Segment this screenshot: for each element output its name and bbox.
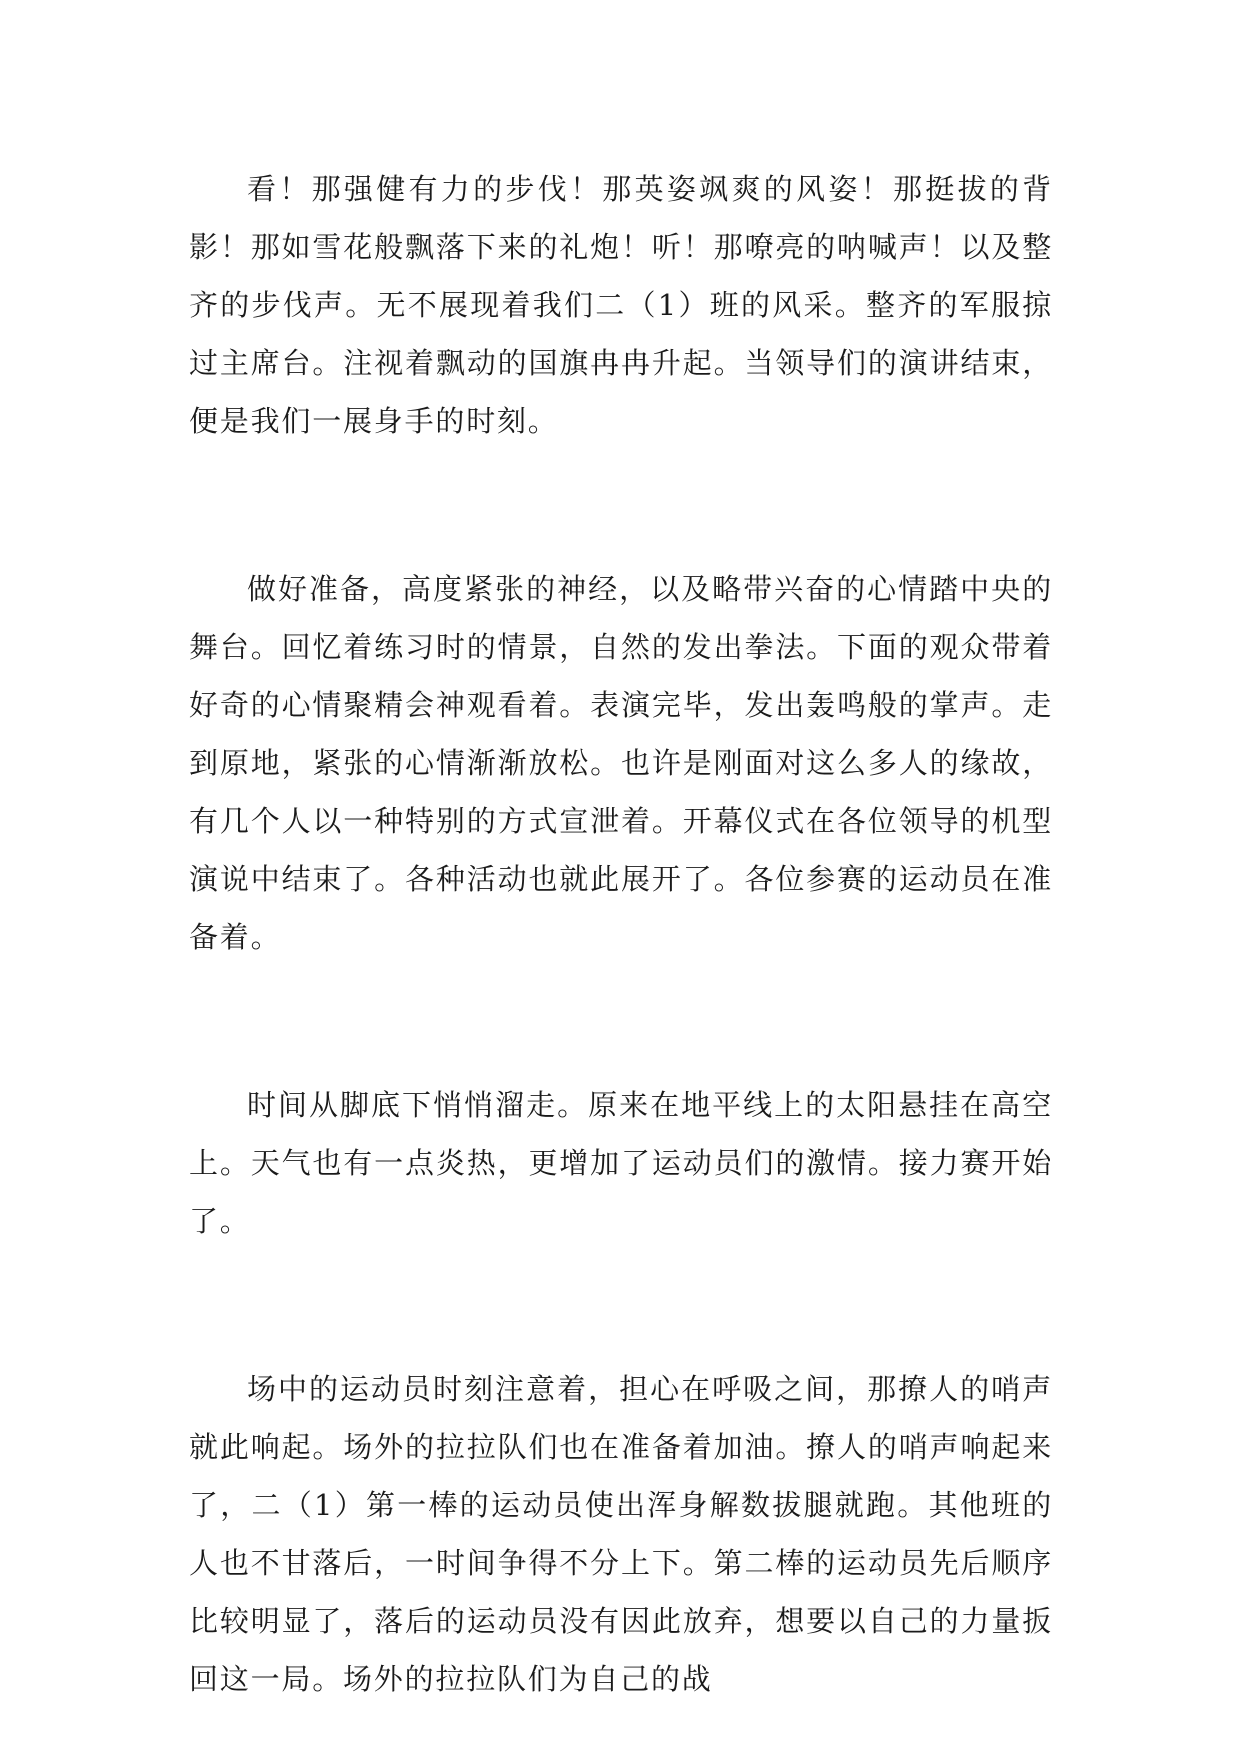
paragraph-spacer — [189, 966, 1053, 1076]
paragraph-spacer — [189, 450, 1053, 560]
paragraph-4: 场中的运动员时刻注意着，担心在呼吸之间，那撩人的哨声就此响起。场外的拉拉队们也在准备着加油。撩人的哨声响起来了，二（1）第一棒的运动员使出浑身解数拔腿就跑。其他班的人也不甘落后，一时间争得不分上下。第二棒的运动员先后顺序比较明显了，落后的运动员没有因此放弃，想要以自己的力量扳回这一局。场外的拉拉队们为自己的战 — [189, 1372, 1053, 1696]
paragraph-spacer — [189, 1250, 1053, 1360]
paragraph-2: 做好准备，高度紧张的神经，以及略带兴奋的心情踏中央的舞台。回忆着练习时的情景，自然的发出拳法。下面的观众带着好奇的心情聚精会神观看着。表演完毕，发出轰鸣般的掌声。走到原地，紧张的心情渐渐放松。也许是刚面对这么多人的缘故，有几个人以一种特别的方式宣泄着。开幕仪式在各位领导的机型演说中结束了。各种活动也就此展开了。各位参赛的运动员在准备着。 — [189, 572, 1053, 954]
paragraph-3: 时间从脚底下悄悄溜走。原来在地平线上的太阳悬挂在高空上。天气也有一点炎热，更增加了运动员们的激情。接力赛开始了。 — [189, 1088, 1053, 1238]
document-body — [189, 160, 1053, 1708]
paragraph-1: 看！那强健有力的步伐！那英姿飒爽的风姿！那挺拔的背影！那如雪花般飘落下来的礼炮！听！那嘹亮的呐喊声！以及整齐的步伐声。无不展现着我们二（1）班的风采。整齐的军服掠过主席台。注视着飘动的国旗冉冉升起。当领导们的演讲结束，便是我们一展身手的时刻。 — [189, 172, 1053, 438]
